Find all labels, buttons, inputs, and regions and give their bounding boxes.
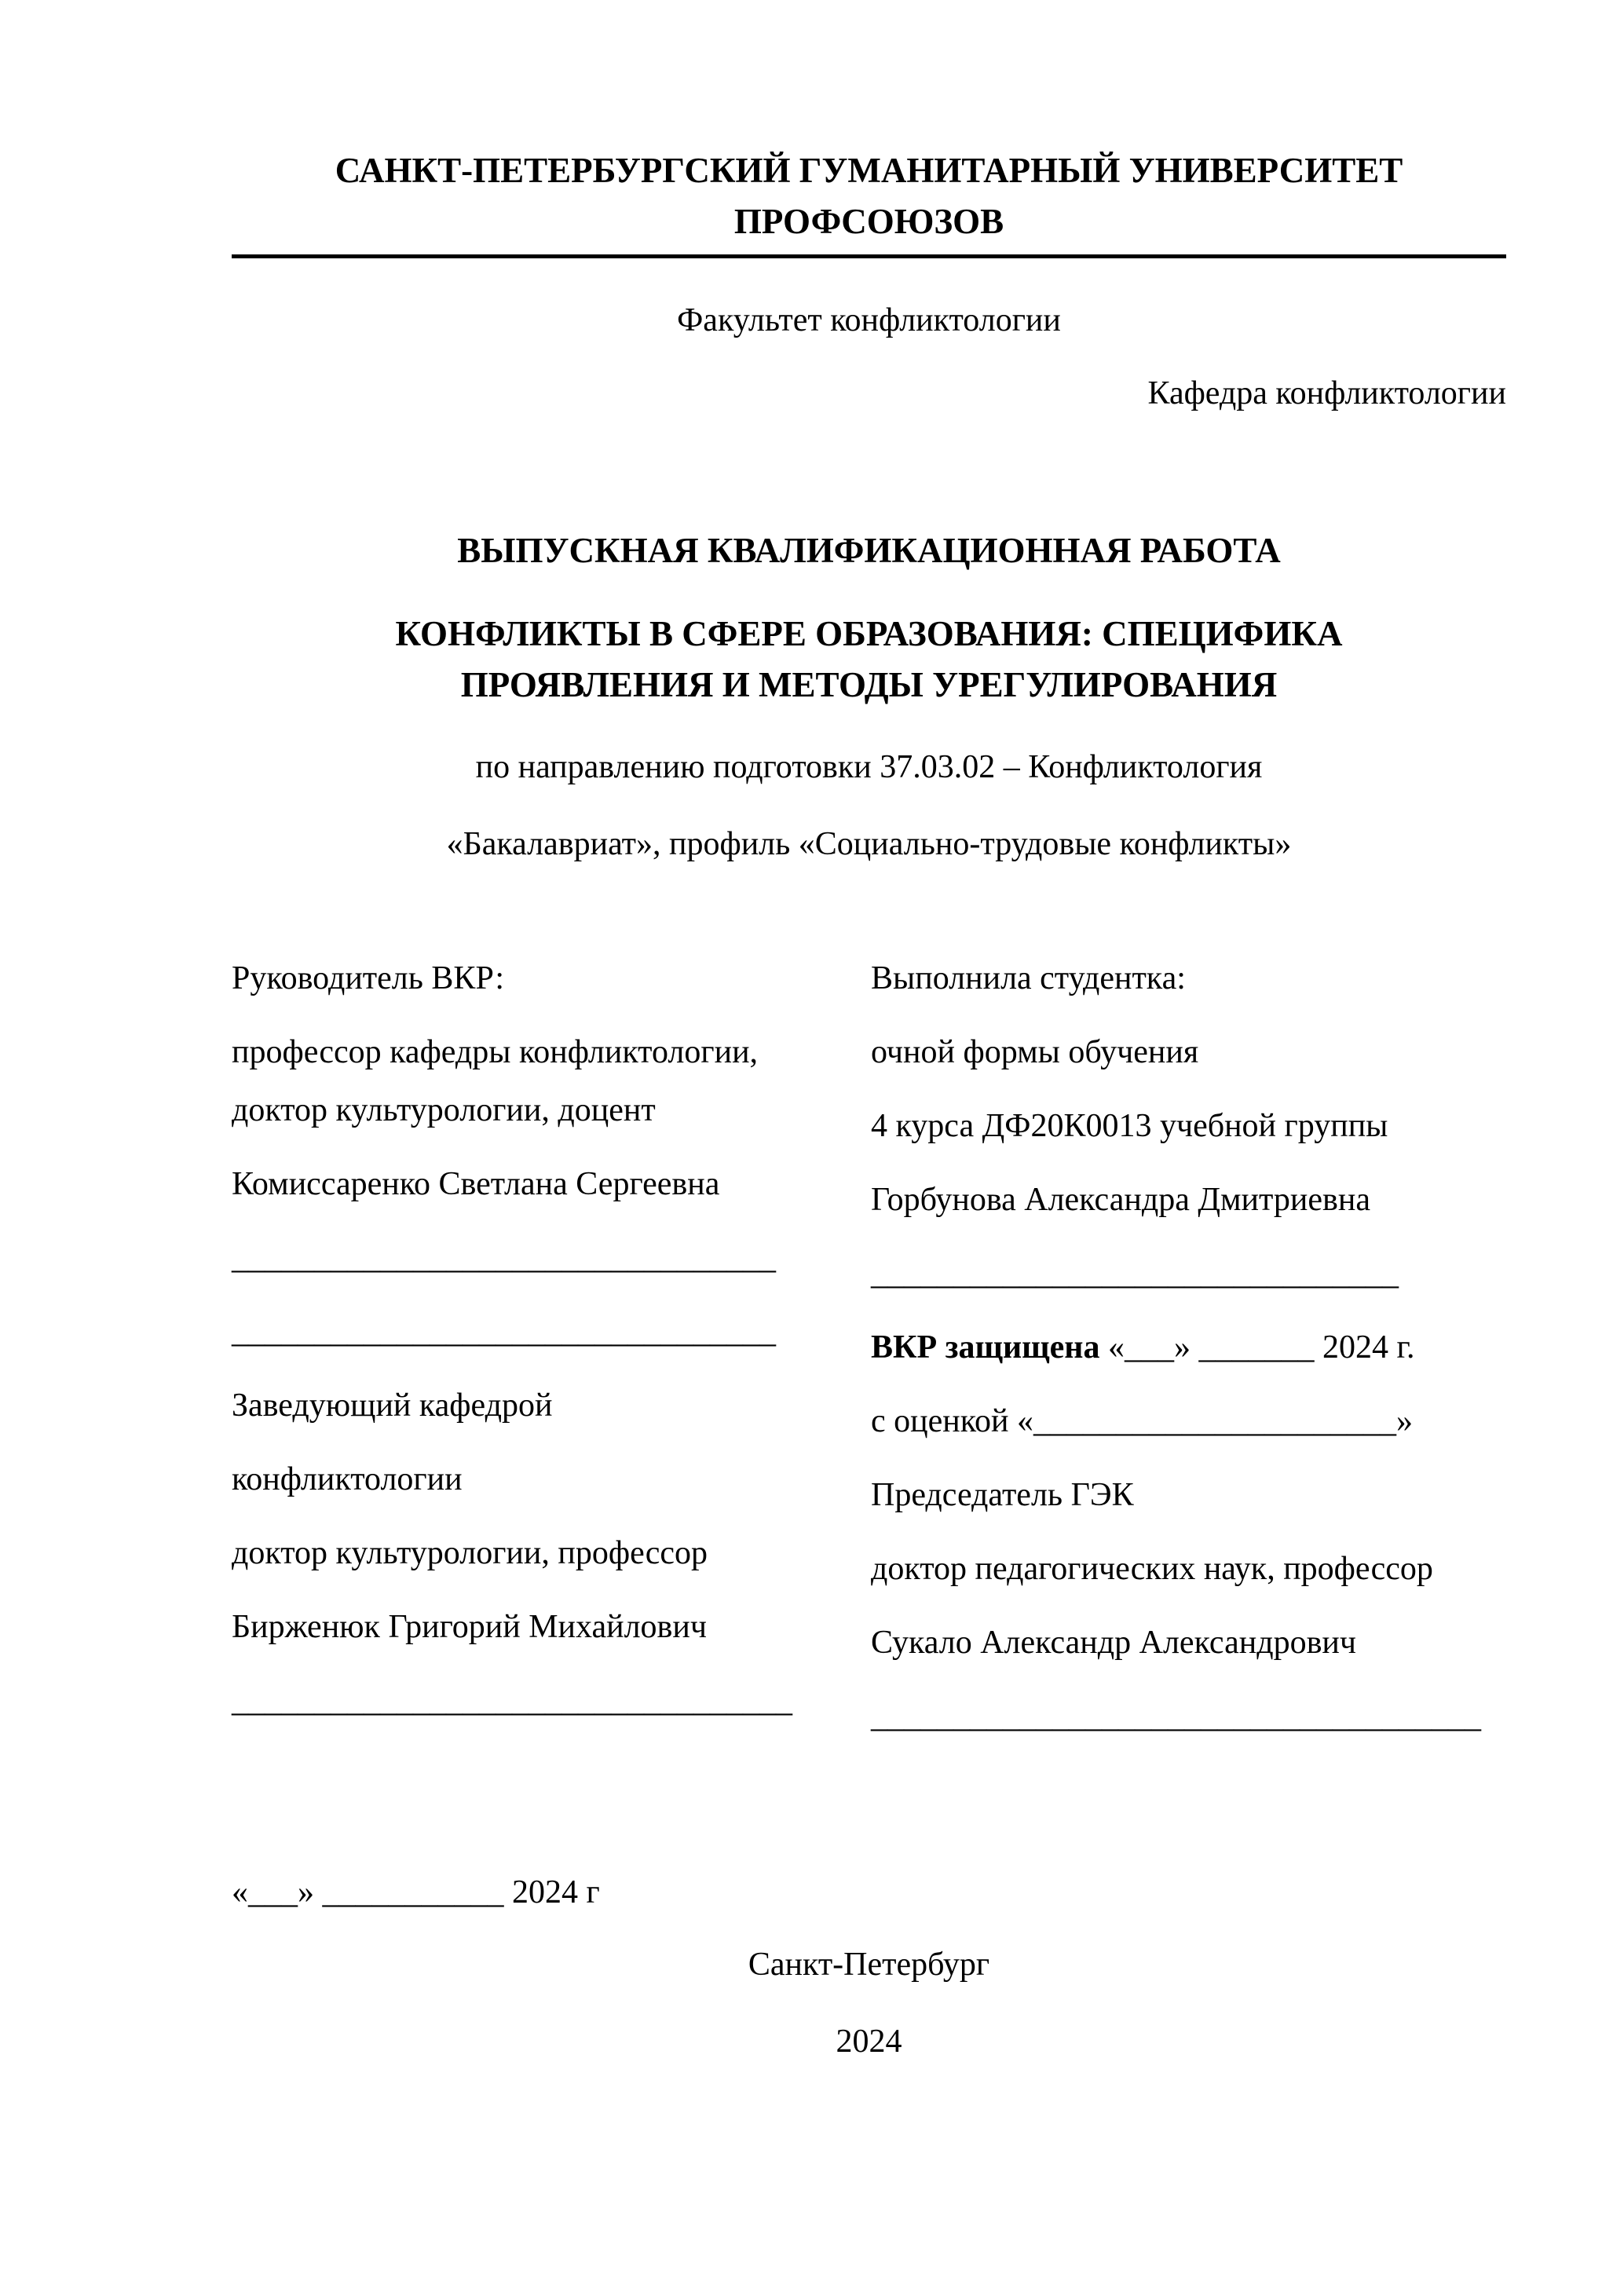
supervisor-signature-blank-2: _________________________________ <box>232 1314 776 1350</box>
direction-line: по направлению подготовки 37.03.02 – Конфликтология <box>475 749 1263 785</box>
university-name <box>232 145 1506 258</box>
department-head-signature-blank: __________________________________ <box>232 1683 792 1719</box>
faculty-line: Факультет конфликтологии <box>677 302 1061 338</box>
student-group: 4 курса ДФ20К0013 учебной группы <box>871 1108 1388 1144</box>
gec-chair-degree: доктор педагогических наук, профессор <box>871 1551 1433 1587</box>
defense-grade-line: с оценкой «______________________» <box>871 1403 1413 1439</box>
student-column <box>871 949 1506 1761</box>
student-label: Выполнила студентка: <box>871 960 1186 996</box>
gec-chair-label: Председатель ГЭК <box>871 1477 1134 1513</box>
department-head-name: Бирженюк Григорий Михайлович <box>232 1609 707 1645</box>
university-name-line1: САНКТ-ПЕТЕРБУРГСКИЙ ГУМАНИТАРНЫЙ УНИВЕРСИТЕТ <box>335 151 1403 190</box>
student-name: Горбунова Александра Дмитриевна <box>871 1182 1370 1218</box>
supervisor-label: Руководитель ВКР: <box>232 960 505 996</box>
defense-date-line <box>871 1318 1506 1377</box>
university-name-line2: ПРОФСОЮЗОВ <box>733 202 1004 242</box>
department-head-label-line1: Заведующий кафедрой <box>232 1387 553 1424</box>
student-signature-blank: ________________________________ <box>871 1256 1399 1292</box>
department-line: Кафедра конфликтологии <box>1147 375 1506 411</box>
thesis-title-line1: КОНФЛИКТЫ В СФЕРЕ ОБРАЗОВАНИЯ: СПЕЦИФИКА <box>395 613 1343 653</box>
supervisor-position-line1: профессор кафедры конфликтологии, <box>232 1034 759 1070</box>
footer-date-line: «___» ___________ 2024 г <box>232 1874 600 1910</box>
department-head-label-line2: конфликтологии <box>232 1461 463 1497</box>
gec-chair-name: Сукало Александр Александрович <box>871 1625 1357 1661</box>
supervisor-position-line2: доктор культурологии, доцент <box>232 1092 656 1128</box>
footer-year: 2024 <box>836 2024 902 2060</box>
supervisor-name: Комиссаренко Светлана Сергеевна <box>232 1166 720 1202</box>
student-study-form: очной формы обучения <box>871 1034 1199 1070</box>
defense-date-label: ВКР защищена <box>871 1329 1100 1366</box>
signatories-block <box>232 949 1506 1761</box>
supervisor-column <box>232 949 871 1761</box>
thesis-title <box>232 609 1506 711</box>
defense-date-blank: «___» _______ 2024 г. <box>1107 1329 1415 1366</box>
gec-signature-blank: _____________________________________ <box>871 1698 1481 1735</box>
supervisor-signature-blank-1: _________________________________ <box>232 1240 776 1276</box>
department-head-degree: доктор культурологии, профессор <box>232 1535 708 1571</box>
profile-line: «Бакалавриат», профиль «Социально-трудовые конфликты» <box>446 826 1292 862</box>
work-type-heading: ВЫПУСКНАЯ КВАЛИФИКАЦИОННАЯ РАБОТА <box>457 530 1281 570</box>
thesis-title-line2: ПРОЯВЛЕНИЯ И МЕТОДЫ УРЕГУЛИРОВАНИЯ <box>460 664 1278 704</box>
footer-city: Санкт-Петербург <box>748 1947 990 1983</box>
